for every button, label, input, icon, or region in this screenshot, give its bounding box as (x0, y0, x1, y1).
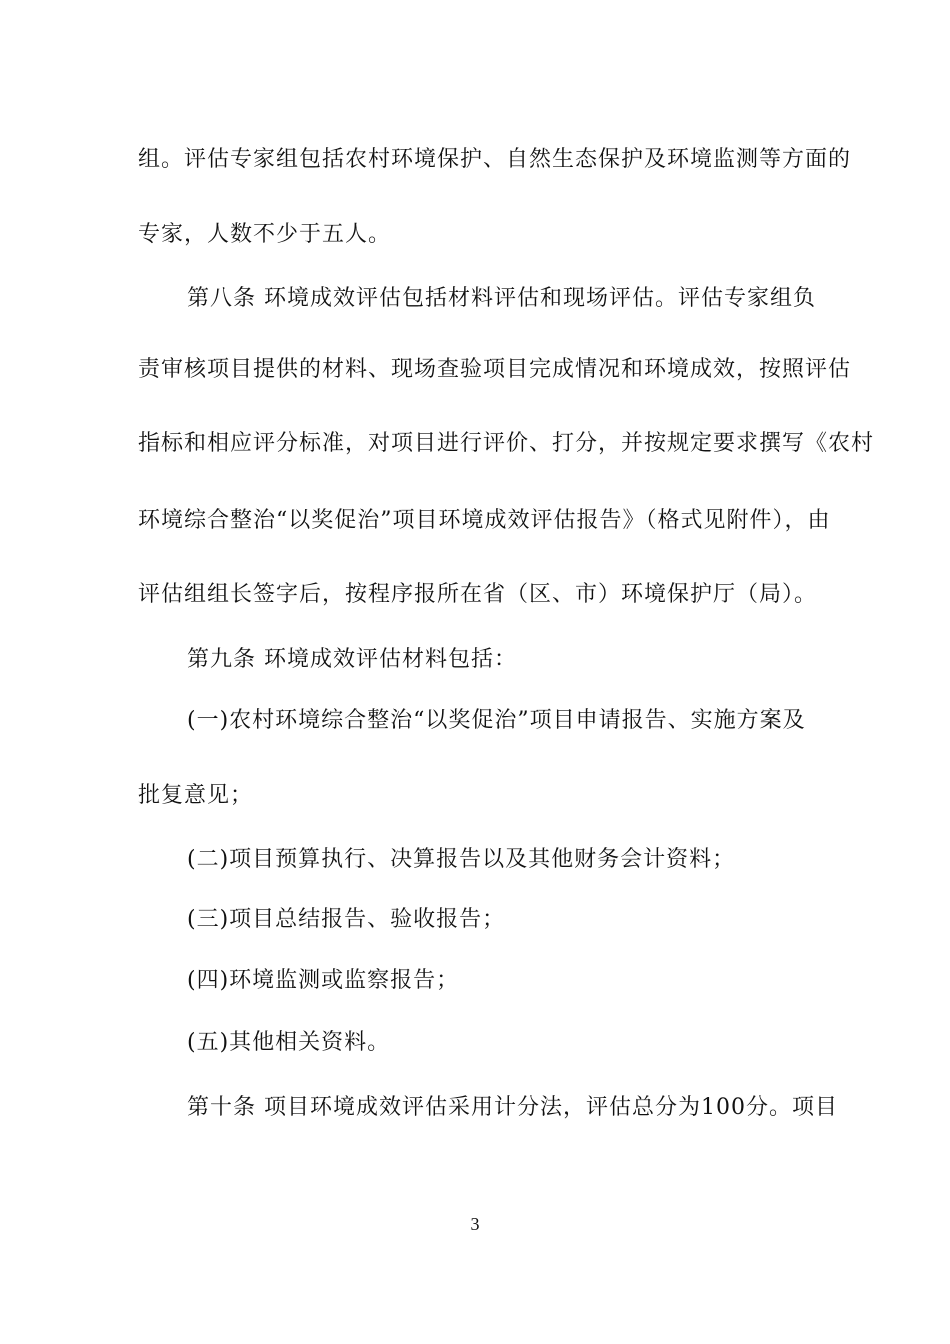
article-10-line: 第十条 项目环境成效评估采用计分法，评估总分为100分。项目 (187, 1095, 838, 1120)
paragraph-line: 环境综合整治“以奖促治”项目环境成效评估报告》（格式见附件），由 (138, 508, 831, 533)
article-8-line: 第八条 环境成效评估包括材料评估和现场评估。评估专家组负 (187, 286, 816, 311)
list-item-3: (三)项目总结报告、验收报告； (187, 907, 506, 932)
paragraph-line: 责审核项目提供的材料、现场查验项目完成情况和环境成效，按照评估 (138, 357, 852, 382)
list-item-4: (四)环境监测或监察报告； (187, 968, 460, 993)
article-9-line: 第九条 环境成效评估材料包括： (187, 647, 517, 672)
paragraph-line: 评估组组长签字后，按程序报所在省（区、市）环境保护厅（局）。 (138, 582, 818, 607)
list-item-1: (一)农村环境综合整治“以奖促治”项目申请报告、实施方案及 (187, 708, 806, 733)
paragraph-line: 专家，人数不少于五人。 (138, 222, 392, 247)
page-number: 3 (470, 1214, 480, 1234)
paragraph-line: 指标和相应评分标准，对项目进行评价、打分，并按规定要求撰写《农村 (138, 431, 875, 456)
paragraph-line: 组。评估专家组包括农村环境保护、自然生态保护及环境监测等方面的 (138, 147, 852, 172)
list-item-5: (五)其他相关资料。 (187, 1030, 391, 1055)
paragraph-line: 批复意见； (138, 783, 254, 808)
list-item-2: (二)项目预算执行、决算报告以及其他财务会计资料； (187, 847, 736, 872)
